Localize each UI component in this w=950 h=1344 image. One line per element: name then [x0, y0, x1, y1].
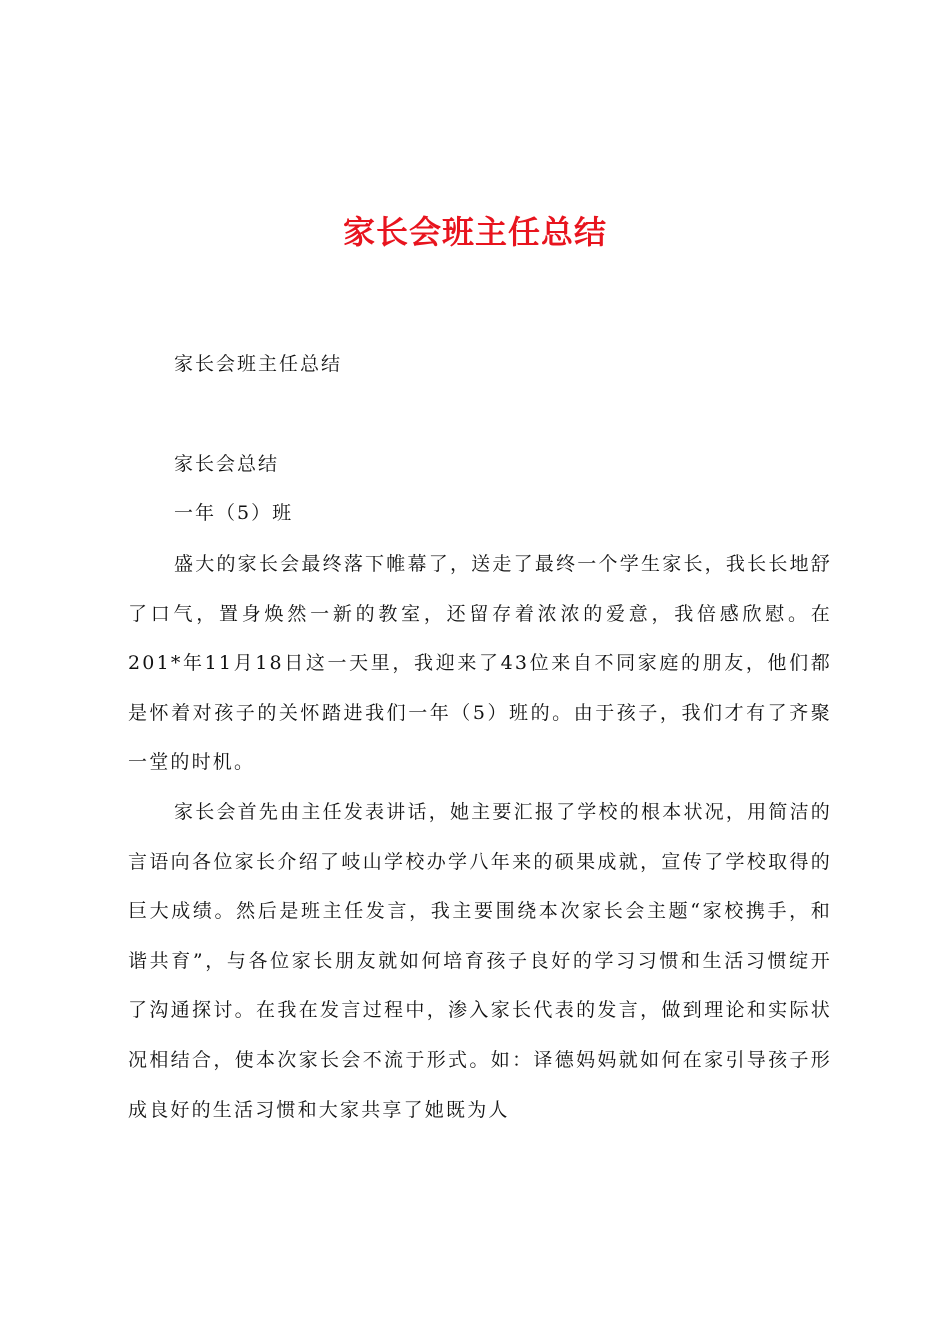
section-heading: 家长会总结: [174, 453, 280, 475]
document-subtitle: 家长会班主任总结: [174, 353, 343, 375]
document-title: 家长会班主任总结: [342, 213, 607, 251]
class-name: 一年（5）班: [174, 502, 294, 524]
body-paragraph: 家长会首先由主任发表讲话，她主要汇报了学校的根本状况，用简洁的言语向各位家长介绍了岐山学校办学八年来的硕果成就，宣传了学校取得的巨大成绩。然后是班主任发言，我主要围绕本次家长会主题“家校携手，和谐共育”，与各位家长朋友就如何培育孩子良好的学习习惯和生活习惯绽开了沟通探讨。在我在发言过程中，渗入家长代表的发言，做到理论和实际状况相结合，使本次家长会不流于形式。如：译德妈妈就如何在家引导孩子形成良好的生活习惯和大家共享了她既为人: [128, 801, 832, 1121]
body-paragraph: 盛大的家长会最终落下帷幕了，送走了最终一个学生家长，我长长地舒了口气，置身焕然一新的教室，还留存着浓浓的爱意，我倍感欣慰。在201*年11月18日这一天里，我迎来了43位来自不同家庭的朋友，他们都是怀着对孩子的关怀踏进我们一年（5）班的。由于孩子，我们才有了齐聚一堂的时机。: [128, 553, 832, 774]
